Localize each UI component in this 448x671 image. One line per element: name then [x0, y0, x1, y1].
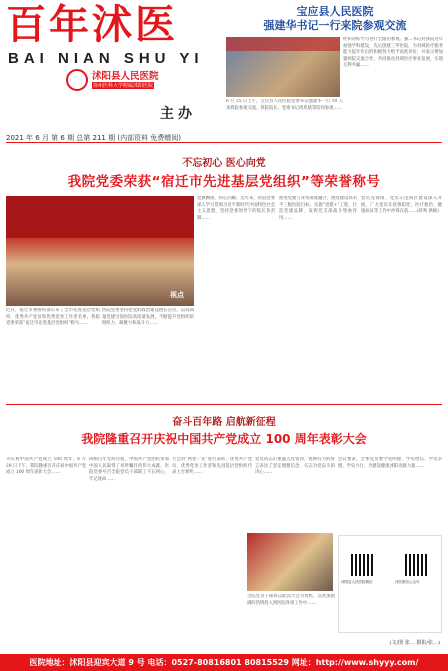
masthead-title: 百年沭医 — [6, 3, 178, 47]
ceremony-photo — [247, 533, 333, 591]
section2-column: 会议要求，全体党员要学史明理、学史增信、学史崇德、学史力行，为建设健康沭阳贡献力量…… — [338, 457, 442, 469]
section2-kicker: 奋斗百年路 启航新征程 — [172, 417, 276, 428]
section2-headline: 我院隆重召开庆祝中国共产党成立 100 周年表彰大会 — [81, 432, 367, 446]
masthead-pinyin: BAI NIAN SHU YI — [8, 50, 204, 67]
section1-column: 党员先锋岗、党员示范病区建设深入开展，广大党员在疫情防控、医疗救治、健康扶贫等工作中冲锋在前……(蒋鸣 供稿) — [361, 196, 442, 215]
qr-code-panel — [338, 535, 442, 633]
hospital-logo-subname: 徐州医科大学附属沭阳医院 — [93, 83, 154, 89]
footer-contact: 医院地址：沭阳县迎宾大道 9 号 电话：0527-80816801 80815529 网址：http://www.shyyy.com/ — [29, 658, 419, 667]
qr-code-icon[interactable] — [351, 554, 373, 576]
qr-code-icon[interactable] — [405, 554, 427, 576]
qr-label: 沭医微信公众号 — [395, 580, 420, 584]
host-label: 主办 — [160, 106, 196, 122]
section2-column: 全院党员干部将以此次大会为契机，以更加饱满的热情投入到医院各项工作中…… — [247, 594, 335, 606]
issue-line: 2021 年 6 月 第 6 期 总第 211 期 (内部资料 免费赠阅) — [6, 134, 182, 142]
section1-column: 近日，宿迁市委组织部公布了全市先进基层党组织、优秀共产党员和优秀党务工作者名单，我院党委荣获“宿迁市先进基层党组织”称号…… — [6, 308, 100, 327]
section2-column: 为庆祝中国共产党成立 100 周年，6 月 29 日下午，我院隆重召开庆祝中国共产党成立 100 周年表彰大会…… — [6, 457, 86, 476]
top-story-subtitle: 强建华书记一行来院参观交流 — [263, 19, 407, 32]
hospital-logo-icon — [66, 69, 88, 91]
top-story-headline — [230, 5, 440, 33]
section1-column: 医院党委坚持把党的政治建设摆在首位，以高质量党建引领医院高质量发展，不断提升党组织的组织力、凝聚力和战斗力…… — [102, 308, 194, 327]
divider — [6, 404, 442, 405]
editor-credit: (文/图 张… 摄影/张…) — [389, 640, 440, 646]
award-ceremony-photo — [6, 196, 194, 306]
divider — [6, 142, 442, 143]
top-story-body-bottom: 6 月 25 日上午，宝应县人民医院党委书记强建华一行 10 人来我院参观交流。我院院长、党委书记周兆斌等陪同参观…… — [226, 99, 343, 111]
top-story-photo — [226, 37, 340, 97]
section1-column: 党旗飘扬，初心闪耀。近年来，医院党委深入学习贯彻习近平新时代中国特色社会主义思想，坚持党委领导下的院长负责制…… — [197, 196, 275, 221]
top-story-title: 宝应县人民医院 — [296, 5, 374, 18]
qr-label: 沭阳县人民医院微信 — [341, 580, 373, 584]
section2-column: 党员同志们重温入党誓词，铿锵有力的誓言表达了坚定理想信念、矢志为党奋斗的决心…… — [255, 457, 335, 476]
section2-column: 回顾百年光辉历程，中国共产党团结带领中国人民取得了举世瞩目的伟大成就。医院党委号召全院党员干部职工不忘初心、牢记使命…… — [89, 457, 169, 482]
section1-headline: 我院党委荣获“宿迁市先进基层党组织”等荣誉称号 — [67, 174, 381, 190]
hospital-logo-name: 沭阳县人民医院 — [92, 71, 159, 82]
section2-column: 大会对“两优一先”进行表彰，优秀共产党员、优秀党务工作者和先进基层党组织代表上台领奖…… — [172, 457, 252, 476]
section1-kicker: 不忘初心 医心向党 — [182, 158, 266, 169]
top-story-body-right: 经和对标学习进行全面的参观。强…书记对我院近年加强学科建设，先后创建三甲医院，为县域医疗服务能力提升作出的积极努力给予高度评价，并表示要加强两院交流合作，共同推动县域医疗事业发展，实现互利共赢…… — [343, 37, 443, 69]
photo-caption: 视点 — [170, 291, 184, 299]
section1-column: 推进党建与业务深度融合，围绕建设高水平三级医院目标，实施“党建+”工程，打造党建品牌，发挥党支部战斗堡垒作用…… — [279, 196, 357, 221]
